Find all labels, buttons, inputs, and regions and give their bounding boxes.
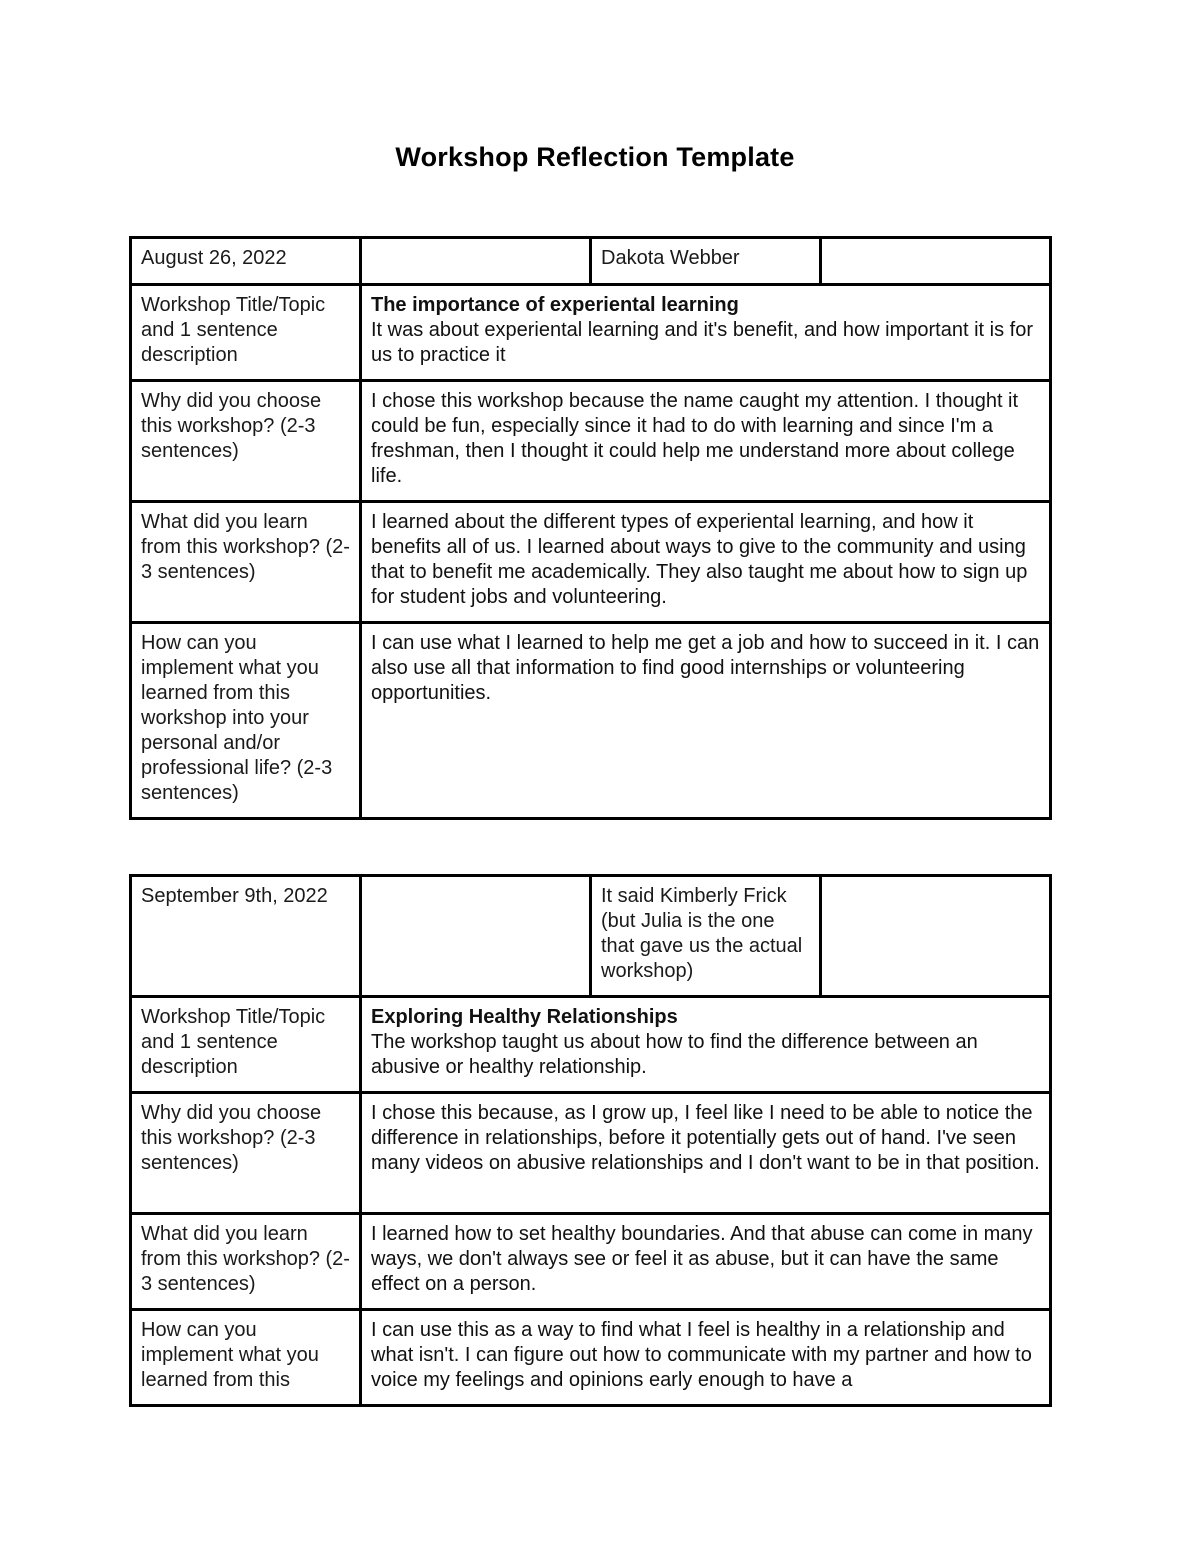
answer-cell: I learned about the different types of experiental learning, and how it benefits all of us. I learned about ways to give to the community and using that to benefit me academically. They also taught me about how to sign up for student jobs and volunteering. xyxy=(361,502,1051,623)
table-row xyxy=(131,1310,1051,1406)
question-cell: Workshop Title/Topic and 1 sentence description xyxy=(131,997,361,1093)
answer-cell xyxy=(361,285,1051,381)
table-row xyxy=(131,502,1051,623)
blank-cell xyxy=(361,876,591,997)
answer-cell: I can use this as a way to find what I feel is healthy in a relationship and what isn't. I can figure out how to communicate with my partner and how to voice my feelings and opinions early enough to have a xyxy=(361,1310,1051,1406)
table-row xyxy=(131,381,1051,502)
page-title: Workshop Reflection Template xyxy=(395,142,795,172)
question-cell: How can you implement what you learned from this workshop into your personal and/or professional life? (2-3 sentences) xyxy=(131,623,361,819)
blank-cell xyxy=(821,876,1051,997)
header-row xyxy=(131,876,1051,997)
answer-cell: I chose this because, as I grow up, I feel like I need to be able to notice the difference in relationships, before it potentially gets out of hand. I've seen many videos on abusive relationships and I don't want to be in that position. xyxy=(361,1093,1051,1214)
question-cell: What did you learn from this workshop? (2-3 sentences) xyxy=(131,1214,361,1310)
workshop-title: Exploring Healthy Relationships xyxy=(371,1006,678,1028)
table-row xyxy=(131,997,1051,1093)
workshop-title: The importance of experiental learning xyxy=(371,294,739,316)
question-cell: Workshop Title/Topic and 1 sentence description xyxy=(131,285,361,381)
answer-cell: I chose this workshop because the name caught my attention. I thought it could be fun, especially since it had to do with learning and since I'm a freshman, then I thought it could help me understand more about college life. xyxy=(361,381,1051,502)
workshop-description: It was about experiental learning and it's benefit, and how important it is for us to practice it xyxy=(371,319,1033,366)
header-row xyxy=(131,238,1051,285)
date-cell: September 9th, 2022 xyxy=(131,876,361,997)
answer-cell xyxy=(361,997,1051,1093)
question-cell: What did you learn from this workshop? (2-3 sentences) xyxy=(131,502,361,623)
date-cell: August 26, 2022 xyxy=(131,238,361,285)
presenter-cell: It said Kimberly Frick (but Julia is the one that gave us the actual workshop) xyxy=(591,876,821,997)
question-cell: How can you implement what you learned from this xyxy=(131,1310,361,1406)
table-row xyxy=(131,623,1051,819)
presenter-cell: Dakota Webber xyxy=(591,238,821,285)
blank-cell xyxy=(821,238,1051,285)
table-row xyxy=(131,285,1051,381)
question-cell: Why did you choose this workshop? (2-3 sentences) xyxy=(131,381,361,502)
table-row xyxy=(131,1214,1051,1310)
reflection-table-2 xyxy=(129,874,1052,1407)
table-row xyxy=(131,1093,1051,1214)
answer-cell: I can use what I learned to help me get a job and how to succeed in it. I can also use all that information to find good internships or volunteering opportunities. xyxy=(361,623,1051,819)
question-cell: Why did you choose this workshop? (2-3 sentences) xyxy=(131,1093,361,1214)
workshop-description: The workshop taught us about how to find the difference between an abusive or healthy relationship. xyxy=(371,1031,978,1078)
blank-cell xyxy=(361,238,591,285)
reflection-table-1 xyxy=(129,236,1052,820)
answer-cell: I learned how to set healthy boundaries. And that abuse can come in many ways, we don't always see or feel it as abuse, but it can have the same effect on a person. xyxy=(361,1214,1051,1310)
